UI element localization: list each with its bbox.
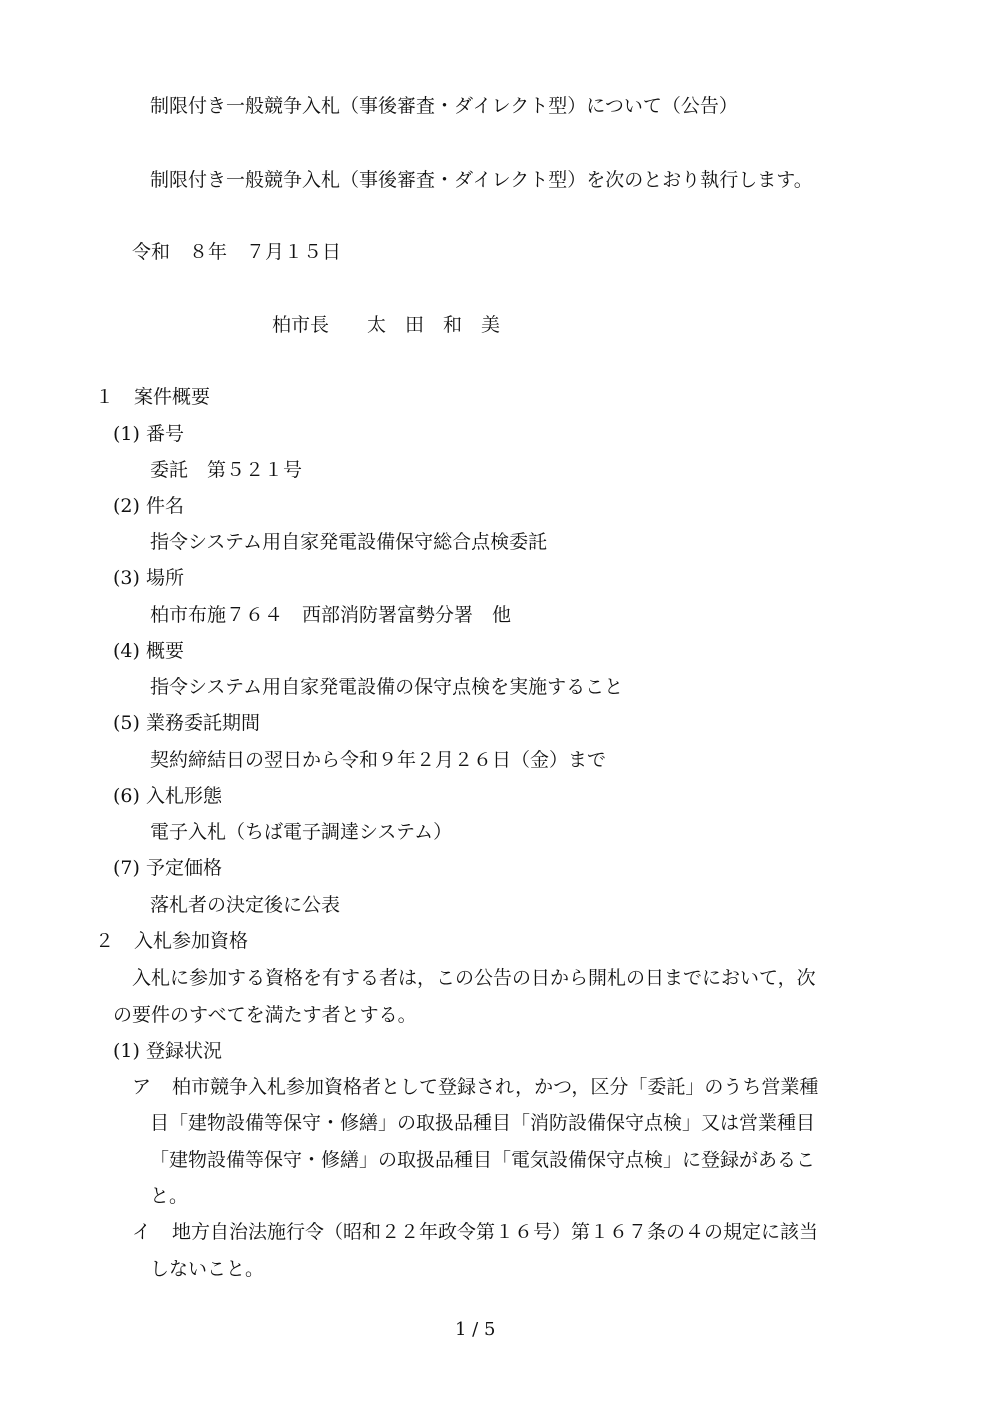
item-1-3-value: 柏市布施７６４ 西部消防署富勢分署 他	[150, 604, 512, 626]
item-label: 概要	[145, 640, 184, 662]
item-number: (4)	[113, 640, 140, 662]
item-number: (1)	[113, 1040, 140, 1062]
subitem-a-line-4: と。	[150, 1185, 189, 1207]
subitem-a-line-1: 柏市競争入札参加資格者として登録され，かつ，区分「委託」のうち営業種	[172, 1076, 819, 1098]
item-1-4-value: 指令システム用自家発電設備の保守点検を実施すること	[150, 676, 624, 698]
notice-issuer: 柏市長 太 田 和 美	[272, 314, 501, 336]
item-1-6-heading	[113, 784, 222, 808]
section-2-number: ２	[95, 930, 115, 952]
item-1-5-value: 契約締結日の翌日から令和９年２月２６日（金）まで	[150, 749, 607, 771]
item-1-6-value: 電子入札（ちば電子調達システム）	[150, 821, 453, 843]
item-number: (3)	[113, 567, 140, 589]
item-2-1-heading	[113, 1039, 222, 1063]
item-1-2-value: 指令システム用自家発電設備保守総合点検委託	[150, 531, 548, 553]
item-label: 予定価格	[145, 857, 222, 879]
item-1-5-heading	[113, 711, 260, 735]
notice-date: 令和 ８年 ７月１５日	[132, 241, 342, 263]
item-number: (1)	[113, 423, 140, 445]
item-label: 入札形態	[145, 785, 222, 807]
item-number: (7)	[113, 857, 140, 879]
item-label: 番号	[145, 423, 184, 445]
section-2-title: 入札参加資格	[134, 930, 249, 952]
subitem-i-line-2: しないこと。	[150, 1258, 265, 1280]
item-number: (6)	[113, 785, 140, 807]
item-label: 登録状況	[145, 1040, 222, 1062]
item-1-7-value: 落札者の決定後に公表	[150, 894, 341, 916]
item-1-1-heading	[113, 422, 184, 446]
notice-title: 制限付き一般競争入札（事後審査・ダイレクト型）について（公告）	[150, 95, 738, 117]
item-number: (5)	[113, 712, 140, 734]
section-1-title: 案件概要	[134, 386, 211, 408]
item-1-2-heading	[113, 494, 184, 518]
item-label: 業務委託期間	[145, 712, 260, 734]
item-1-7-heading	[113, 856, 222, 880]
subitem-a-line-3: 「建物設備等保守・修繕」の取扱品種目「電気設備保守点検」に登録があるこ	[150, 1149, 816, 1171]
section-2-heading	[95, 929, 248, 953]
section-2-intro-line-2: の要件のすべてを満たす者とする。	[113, 1004, 417, 1026]
section-1-heading	[95, 385, 210, 409]
item-1-1-value: 委託 第５２１号	[150, 459, 303, 481]
subitem-i-line-1: 地方自治法施行令（昭和２２年政令第１６号）第１６７条の４の規定に該当	[172, 1221, 819, 1243]
item-1-3-heading	[113, 566, 184, 590]
item-number: (2)	[113, 495, 140, 517]
subitem-a-mark: ア	[132, 1076, 152, 1098]
subitem-a-line-2: 目「建物設備等保守・修繕」の取扱品種目「消防設備保守点検」又は営業種目	[150, 1112, 816, 1134]
section-1-number: １	[95, 386, 115, 408]
section-2-intro-line-1: 入札に参加する資格を有する者は，この公告の日から開札の日までにおいて，次	[132, 967, 816, 989]
item-1-4-heading	[113, 639, 184, 663]
item-label: 件名	[145, 495, 184, 517]
notice-intro: 制限付き一般競争入札（事後審査・ダイレクト型）を次のとおり執行します。	[150, 169, 813, 191]
subitem-i-mark: イ	[132, 1221, 152, 1243]
item-label: 場所	[145, 567, 184, 589]
page-number: 1 / 5	[455, 1319, 496, 1340]
